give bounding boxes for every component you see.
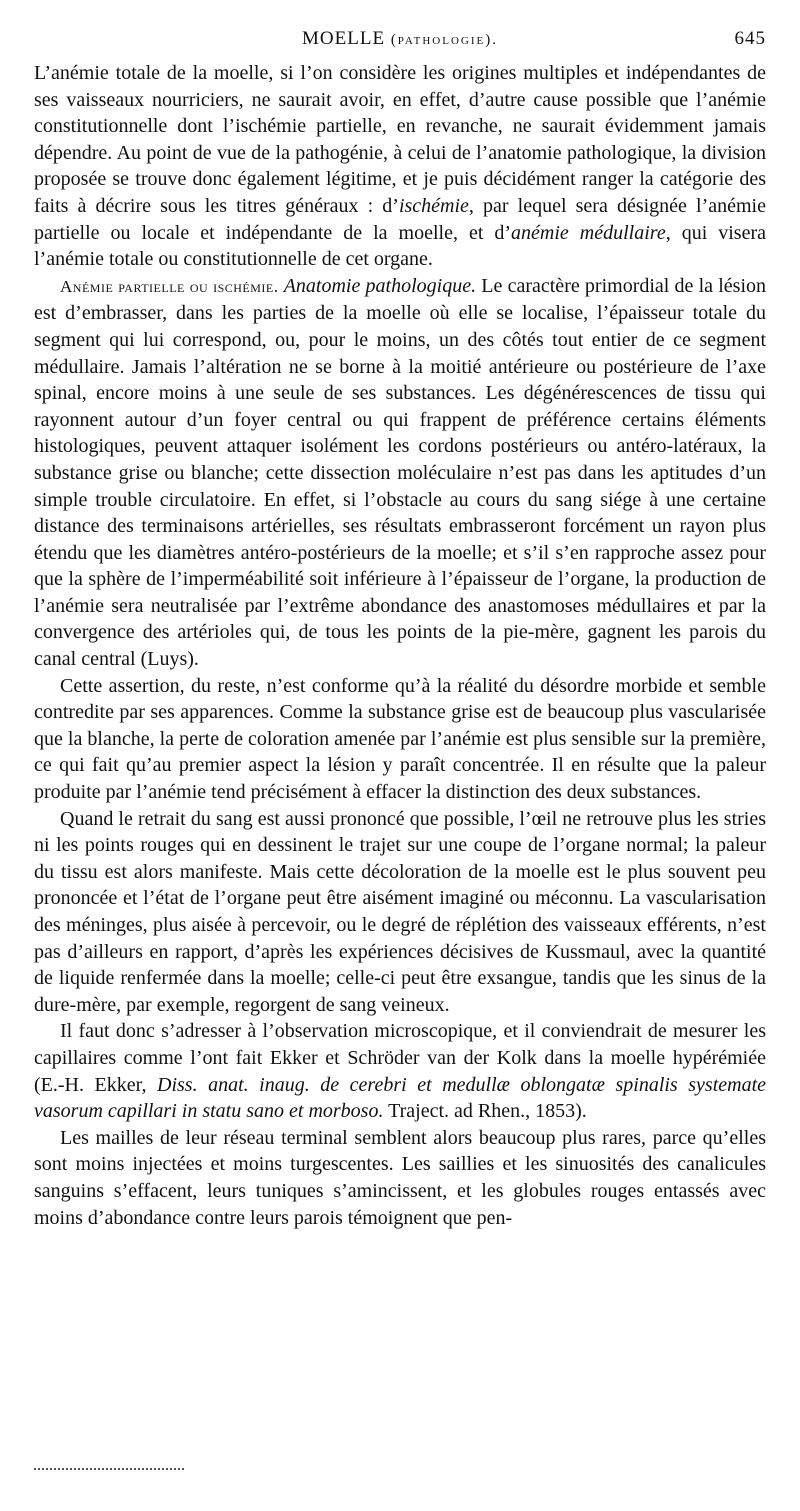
text-run: Le caractère primordial de la lésion est d’embrasser, dans les parties de la moelle où elle se localise, l’épaisseur totale du segment qui lui correspond, ou, pour le moins, un des côtés tout entier de ce segment médullaire. Jamais l’altération ne se borne à la moitié antérieure ou postérieure de l’axe spinal, encore moins à une seule de ses substances. Les dégénérescences de tissu qui rayonnent autour d’un foyer central ou qui frappent de préférence certains éléments histologiques, peuvent attaquer isolément les cordons postérieurs ou antéro-latéraux, la substance grise ou blanche; cette dissection moléculaire n’est pas dans les aptitudes d’un simple trouble circulatoire. En effet, si l’obstacle au cours du sang siége à une certaine distance des terminaisons artérielles, ses résultats embrasseront forcément un rayon plus étendu que les diamètres antéro-postérieurs de la moelle; et s’il s’en rapproche assez pour que la sphère de l’imperméabilité soit inférieure à l’épaisseur de l’organe, la production de l’anémie sera neutralisée par l’extrême abondance des anastomoses médullaires et par la convergence des artérioles qui, de tous les points de la pie-mère, gagnent les parois du canal central (Luys). (34, 274, 767, 671)
running-head (34, 28, 766, 60)
page-number: 645 (734, 28, 766, 49)
text-run: , par lequel sera désignée l’anémie partielle ou locale et indépendante de la moelle, et d’ (34, 194, 766, 244)
paragraph (34, 1018, 766, 1124)
running-title-main: MOELLE (302, 28, 386, 49)
paragraph (34, 273, 766, 673)
text-run: , qui visera l’anémie totale ou constitutionnelle de cet organe. (34, 221, 766, 271)
italic-text: Anatomie pathologique. (283, 274, 477, 297)
text-run: Il faut donc s’adresser à l’observation microscopique, et il conviendrait de mesurer les capillaires comme l’ont fait Ekker et Schröder van der Kolk dans la moelle hypérémiée (E.-H. Ekker, (34, 1020, 766, 1096)
text-run: Quand le retrait du sang est aussi prononcé que possible, l’œil ne retrouve plus les stries ni les points rouges qui en dessinent le trajet sur une coupe de l’organe normal; la paleur du tissu est alors manifeste. Mais cette décoloration de la moelle est le plus souvent peu prononcée et l’état de l’organe peut être aisément imaginé ou méconnu. La vascularisation des méninges, plus aisée à percevoir, ou le degré de réplétion des vaisseaux efférents, n’est pas d’ailleurs en rapport, d’après les expériences décisives de Kussmaul, avec la quantité de liquide renfermée dans la moelle; celle-ci peut être exsangue, tandis que les sinus de la dure-mère, par exemple, regorgent de sang veineux. (34, 807, 766, 1016)
paragraph (34, 806, 766, 1019)
text-run: L’anémie totale de la moelle, si l’on considère les origines multiples et indépendantes de ses vaisseaux nourriciers, ne saurait avoir, en effet, d’autre cause possible que l’anémie constitutionnelle dont l’ischémie partielle, en revanche, ne saurait évidemment jamais dépendre. Au point de vue de la pathogénie, à celui de l’anatomie pathologique, la division proposée se trouve donc également légitime, et je puis décidément ranger la catégorie des faits à décrire sous les titres généraux : d’ (34, 62, 766, 217)
footer-dotted-rule (34, 1468, 184, 1470)
italic-text: ischémie (398, 194, 469, 217)
running-title (34, 28, 766, 50)
paragraph (34, 60, 766, 273)
running-title-sub: (pathologie). (390, 32, 498, 48)
italic-text: Diss. anat. inaug. de cerebri et medullæ oblongatæ spinalis systemate vasorum capillari in statu sano et morboso. (34, 1073, 766, 1123)
italic-text: anémie médullaire (511, 221, 666, 244)
paragraph (34, 673, 766, 806)
section-heading: Anémie partielle ou ischémie. (60, 276, 279, 296)
text-run: Traject. ad Rhen., 1853). (383, 1100, 587, 1123)
text-run: Cette assertion, du reste, n’est conforme qu’à la réalité du désordre morbide et semble contredite par ses apparences. Comme la substance grise est de beaucoup plus vascularisée que la blanche, la perte de coloration amenée par l’anémie est plus sensible sur la première, ce qui fait qu’au premier aspect la lésion y paraît concentrée. Il en résulte que la paleur produite par l’anémie tend précisément à effacer la distinction des deux substances. (34, 674, 766, 804)
book-page (34, 28, 766, 1231)
paragraph (34, 1125, 766, 1231)
text-run: Les mailles de leur réseau terminal semblent alors beaucoup plus rares, parce qu’elles sont moins injectées et moins turgescentes. Les saillies et les sinuosités des canalicules sanguins s’effacent, leurs tuniques s’amincissent, et les globules rouges entassés avec moins d’abondance contre leurs parois témoignent que pen- (34, 1126, 766, 1229)
body-text (34, 60, 766, 1231)
